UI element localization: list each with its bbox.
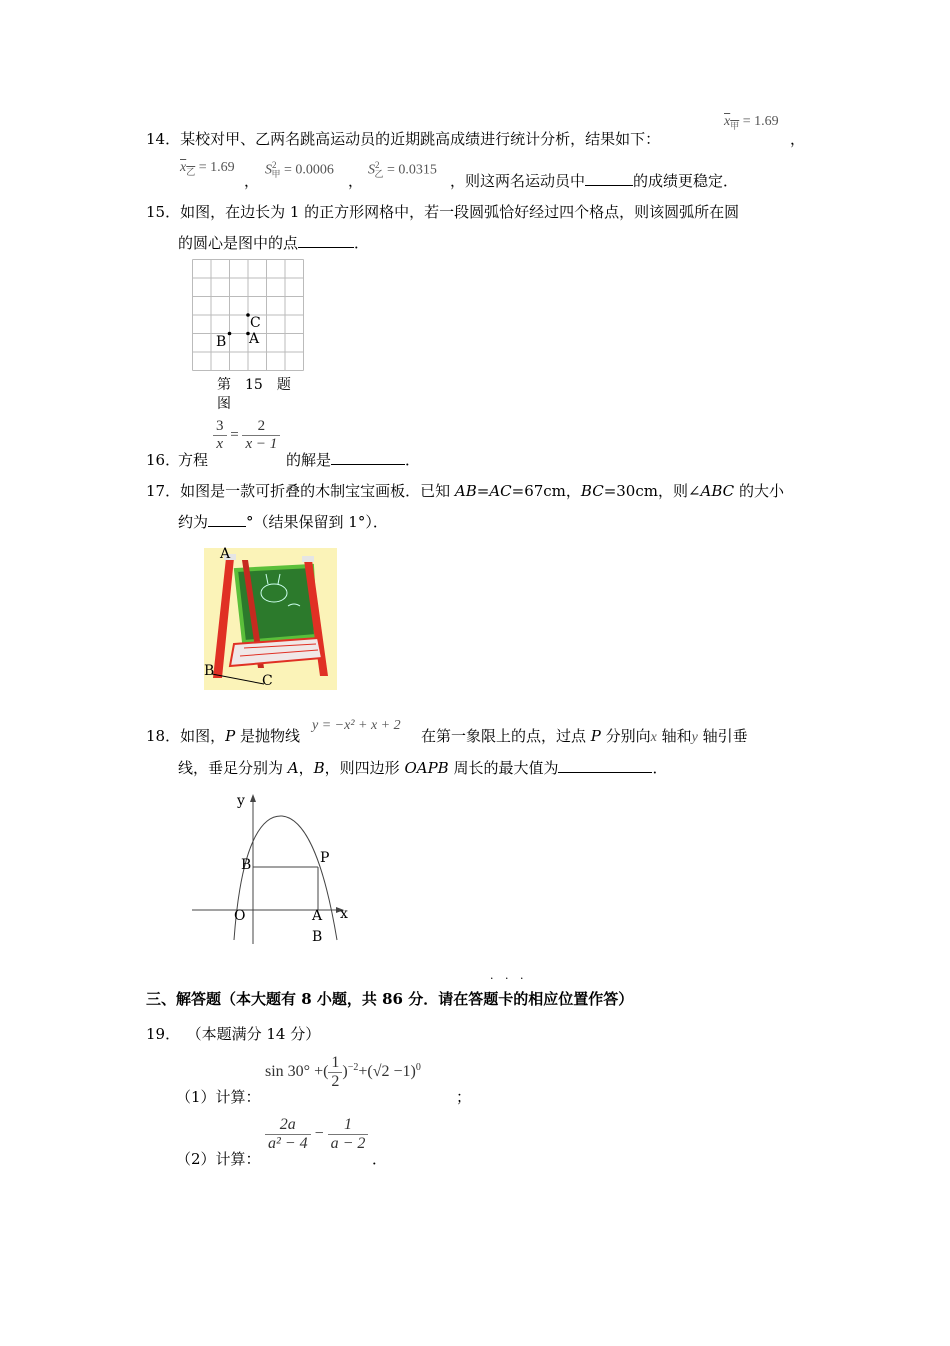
q19-header	[146, 1023, 320, 1044]
angle-abc: ABC	[700, 482, 735, 500]
label-c: C	[262, 673, 273, 689]
expression-1	[265, 1054, 421, 1091]
q18-line1b	[421, 725, 748, 746]
answer-blank	[558, 758, 652, 773]
question-text: 如图是一款可折叠的木制宝宝画板．已知	[180, 482, 455, 500]
emphasis-dots: · · ·	[490, 972, 528, 985]
question-text: 如图，在边长为 1 的正方形网格中，若一段圆弧恰好经过四个格点，则该圆弧所在圆	[180, 203, 740, 221]
denominator: x	[216, 436, 224, 452]
q14-line2-end	[450, 170, 738, 191]
label-p: P	[320, 850, 330, 866]
punctuation: ．	[652, 759, 668, 777]
point-p: P	[225, 727, 236, 745]
label-b: B	[241, 857, 252, 873]
denominator: x − 1	[245, 436, 278, 452]
point-a: A	[287, 759, 299, 777]
comma: ，	[298, 759, 314, 777]
question-text: =30cm，则∠	[603, 482, 701, 500]
part-2-label: （2）计算：	[176, 1150, 261, 1168]
question-number: 19．	[146, 1025, 181, 1043]
question-text: ，则这两名运动员中	[450, 172, 586, 190]
comma: ，	[244, 172, 260, 190]
answer-blank	[331, 450, 405, 465]
q15-line1	[146, 201, 739, 222]
expr-text: )	[342, 1063, 348, 1081]
figure-caption: 图	[217, 396, 231, 412]
numerator: 2a	[265, 1116, 311, 1135]
numerator: 1	[328, 1116, 369, 1135]
parabola-formula: y = −x² + x + 2	[312, 718, 401, 733]
x-var: x	[650, 730, 657, 745]
answer-blank	[585, 171, 633, 186]
label-b-duplicate: B	[312, 929, 323, 945]
question-number: 14．	[146, 130, 181, 148]
question-text: 的解是	[286, 451, 332, 469]
question-text: 分别向	[600, 727, 651, 745]
subscript: 乙	[186, 166, 196, 177]
comma: ，	[790, 130, 806, 148]
label-y: y	[237, 793, 245, 809]
punctuation: ．	[372, 1150, 388, 1168]
numerator: 3	[213, 418, 227, 436]
superscript: 2	[272, 160, 277, 170]
q18-line1	[146, 725, 300, 746]
figure-caption: 第 15 题	[217, 377, 291, 393]
segment-bc: BC	[580, 482, 604, 500]
y-var: y	[691, 730, 698, 745]
point-b: B	[313, 759, 325, 777]
variance-jia	[265, 160, 334, 180]
q17-line2	[178, 511, 388, 532]
label-o: O	[234, 908, 246, 924]
quadrilateral-oapb: OAPB	[404, 759, 449, 777]
label-c: C	[250, 315, 261, 331]
label-x: x	[340, 906, 348, 922]
q17-line1	[146, 480, 784, 501]
question-text: 在第一象限上的点，过点	[421, 727, 591, 745]
s-var: S	[265, 162, 272, 178]
subscript: 乙	[374, 169, 384, 180]
q15-line2	[178, 232, 369, 253]
answer-blank	[208, 512, 246, 527]
x-var: x	[180, 160, 187, 175]
label-b: B	[216, 334, 227, 350]
question-text: 轴和	[656, 727, 692, 745]
section-title: 三、解答题（本大题有 8 小题，共 86 分．请在答题卡的相应位置作答）	[146, 990, 634, 1008]
question-text: 轴引垂	[697, 727, 748, 745]
semicolon: ；	[456, 1088, 472, 1106]
point-b	[228, 332, 232, 336]
question-text: （本题满分 14 分）	[194, 1025, 321, 1043]
question-text: 的成绩更稳定．	[633, 172, 739, 190]
part-1-label: （1）计算：	[176, 1088, 261, 1106]
value: = 1.69	[742, 114, 779, 129]
point-p: P	[590, 727, 601, 745]
label-a: A	[312, 908, 323, 924]
equation	[213, 418, 280, 453]
question-text: 的大小	[734, 482, 784, 500]
variance-yi	[368, 160, 437, 180]
equals: =	[230, 426, 239, 443]
value: = 0.0315	[387, 162, 437, 178]
subscript: 甲	[730, 120, 740, 131]
question-number: 18．	[146, 727, 181, 745]
equals: =	[476, 482, 490, 500]
expr-text: +(√2 −1)	[358, 1063, 416, 1081]
parabola-figure	[192, 790, 357, 948]
comma: ，	[348, 172, 364, 190]
label-b: B	[204, 663, 215, 679]
question-text: 的圆心是图中的点	[178, 234, 299, 252]
subscript: 甲	[271, 169, 281, 180]
s-var: S	[368, 162, 375, 178]
segment-ac: AC	[489, 482, 512, 500]
easel-picture	[204, 548, 337, 690]
punctuation: ．	[354, 234, 370, 252]
question-text: ，则四边形	[324, 759, 405, 777]
exponent: 0	[415, 1061, 421, 1073]
question-text: 某校对甲、乙两名跳高运动员的近期跳高成绩进行统计分析，结果如下：	[180, 130, 661, 148]
numerator: 2	[242, 418, 280, 436]
expression-2	[265, 1116, 368, 1153]
question-text: 约为	[178, 513, 209, 531]
question-number: 17．	[146, 482, 181, 500]
mean-jia	[724, 114, 779, 132]
denominator: 2	[331, 1073, 340, 1090]
value: = 0.0006	[284, 162, 334, 178]
label-a: A	[249, 331, 260, 347]
minus: −	[314, 1125, 324, 1143]
exponent: −2	[347, 1061, 359, 1073]
expr-text: sin 30° +(	[265, 1063, 329, 1081]
denominator: a − 2	[330, 1135, 366, 1152]
question-text: =67cm，	[511, 482, 581, 500]
q18-line2	[178, 757, 668, 778]
question-number: 15．	[146, 203, 181, 221]
grid-figure	[192, 259, 304, 371]
segment-ab: AB	[454, 482, 477, 500]
question-text: 方程	[178, 451, 209, 469]
numerator: 1	[328, 1054, 342, 1073]
x-var: x	[724, 114, 731, 129]
superscript: 2	[375, 160, 380, 170]
question-text: °（结果保留到 1°）．	[246, 513, 388, 531]
question-text: 周长的最大值为	[448, 759, 559, 777]
question-text: 是抛物线	[235, 727, 300, 745]
q14-line1	[146, 128, 660, 149]
answer-blank	[298, 233, 354, 248]
question-number: 16．	[146, 451, 181, 469]
question-text: 线，垂足分别为	[178, 759, 288, 777]
question-text: 如图，	[180, 727, 226, 745]
q16-tail	[286, 449, 420, 470]
value: = 1.69	[198, 160, 235, 175]
mean-yi	[180, 160, 235, 178]
label-a: A	[220, 546, 231, 562]
denominator: a² − 4	[268, 1135, 308, 1152]
punctuation: ．	[405, 451, 421, 469]
